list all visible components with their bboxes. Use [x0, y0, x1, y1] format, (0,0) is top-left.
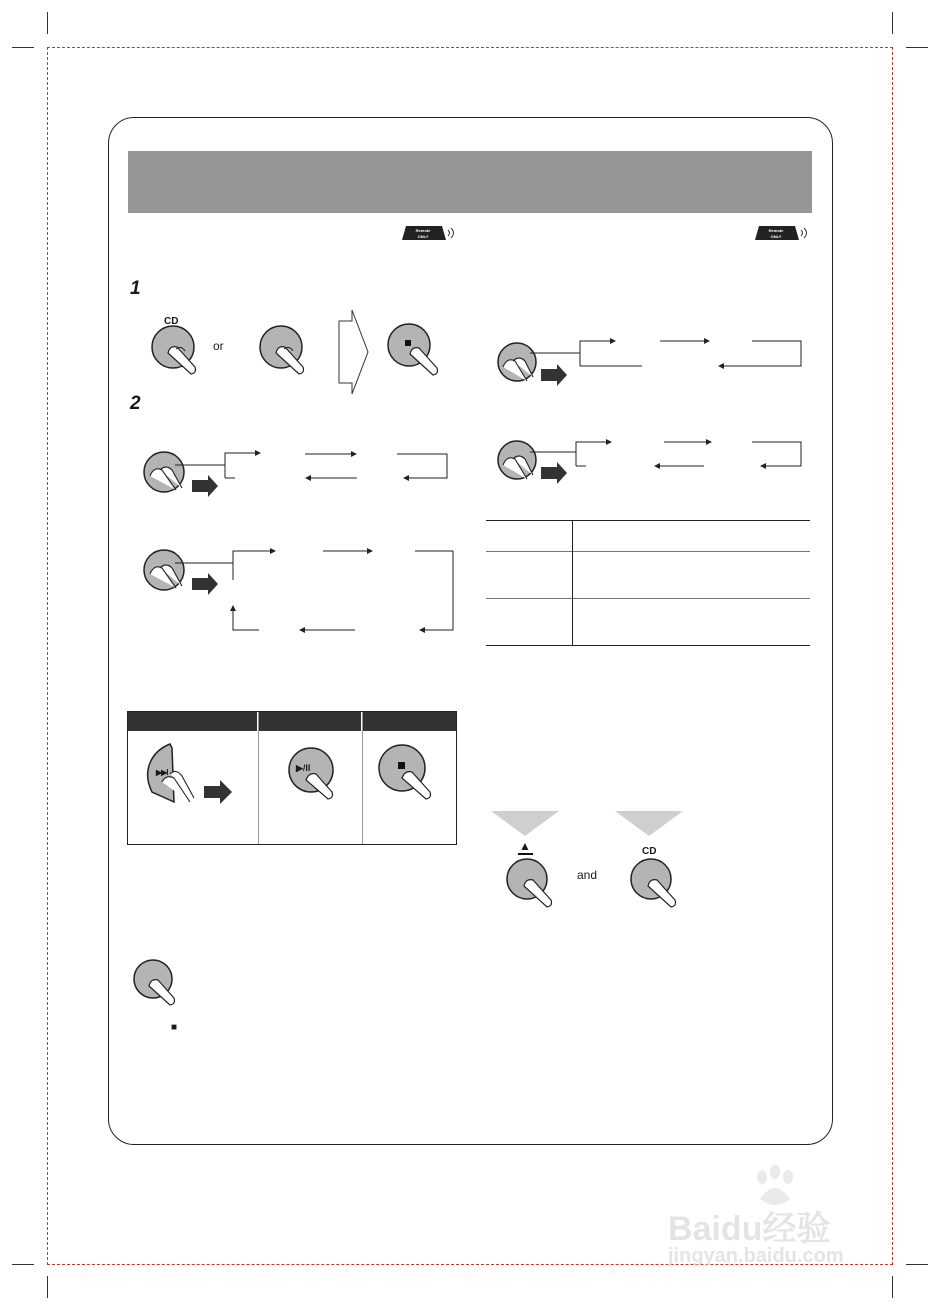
mode-table	[486, 520, 810, 646]
crop-mark	[47, 12, 48, 34]
stop-bullet: ■	[171, 1022, 178, 1033]
play-pause-button-illustration	[286, 746, 356, 806]
title-bar	[128, 151, 812, 213]
table-header-cell	[128, 712, 257, 731]
table-rule	[486, 551, 810, 552]
table-rule	[486, 645, 810, 646]
cd-button-label: CD	[164, 316, 179, 327]
next-symbol: ▶▶I	[156, 768, 168, 777]
remote-only-badge	[402, 225, 456, 241]
play-pause-symbol: ▶/II	[296, 763, 311, 773]
table-rule	[486, 520, 810, 521]
crop-mark	[906, 1264, 928, 1265]
next-step-chevron	[338, 309, 370, 395]
crop-mark	[47, 1276, 48, 1298]
watermark-brand: Baidu经验	[668, 1210, 831, 1248]
and-connector: and	[577, 868, 598, 882]
watermark-url: jingyan.baidu.com	[668, 1245, 844, 1267]
step-number-1: 1	[130, 278, 141, 299]
repeat-diagram	[530, 335, 805, 375]
crop-mark	[12, 1264, 34, 1265]
remote-only-badge	[755, 225, 809, 241]
eject-button-illustration	[506, 858, 566, 914]
step-number-2: 2	[130, 393, 141, 414]
table-divider	[258, 712, 259, 844]
table-divider	[362, 712, 363, 844]
table-header-cell	[363, 712, 456, 731]
sequence-diagram	[175, 448, 455, 488]
skip-button-illustration	[142, 742, 242, 817]
eject-underline	[518, 853, 533, 855]
button-illustration	[258, 325, 318, 380]
crop-mark	[12, 47, 34, 48]
cd-button-illustration	[150, 325, 210, 380]
baidu-watermark	[668, 1165, 883, 1275]
down-arrow	[615, 811, 683, 837]
crop-mark	[892, 12, 893, 34]
or-connector: or	[213, 339, 224, 353]
down-arrow	[491, 811, 559, 837]
loop-diagram	[175, 545, 460, 635]
svg-text:Remote: Remote	[415, 228, 431, 233]
button-illustration	[133, 960, 193, 1018]
cd-button-illustration	[630, 858, 690, 914]
crop-mark	[906, 47, 928, 48]
table-divider	[572, 520, 573, 646]
stop-button-illustration	[378, 742, 453, 807]
table-header-cell	[259, 712, 361, 731]
cd-button-label: CD	[642, 846, 657, 857]
svg-text:ONLY: ONLY	[417, 234, 429, 239]
table-rule	[486, 598, 810, 599]
eject-symbol: ▲	[519, 839, 531, 853]
repeat-diagram	[530, 436, 805, 472]
svg-text:Remote: Remote	[768, 228, 784, 233]
svg-text:ONLY: ONLY	[770, 234, 782, 239]
stop-button-illustration	[388, 322, 450, 382]
crop-mark	[892, 1276, 893, 1298]
